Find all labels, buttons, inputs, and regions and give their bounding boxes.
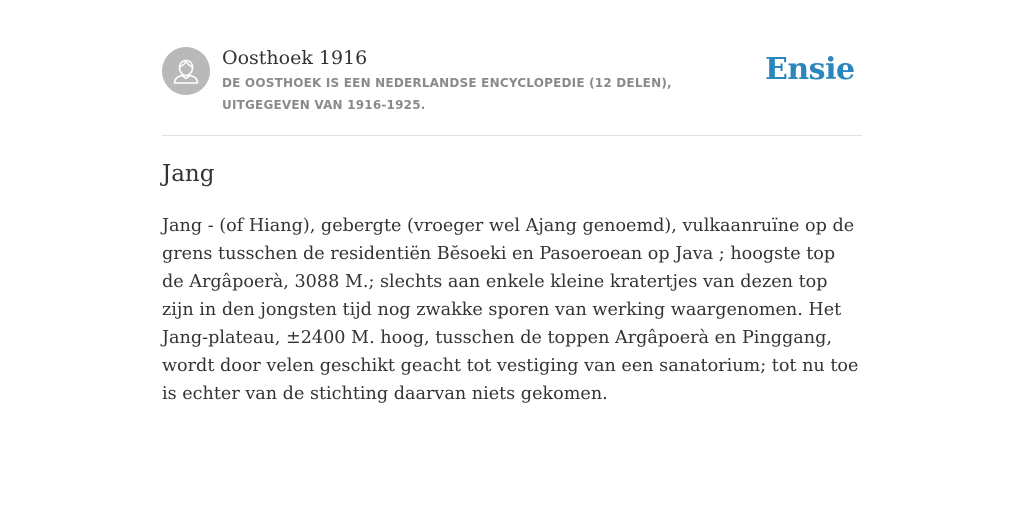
source-description: DE OOSTHOEK IS EEN NEDERLANDSE ENCYCLOPEDIE (12 DELEN), UITGEGEVEN VAN 1916-1925. <box>222 76 672 112</box>
ensie-logo-link[interactable]: Ensie <box>765 52 855 87</box>
entry-body: Jang - (of Hiang), gebergte (vroeger wel Ajang genoemd), vulkaanruïne op de grens tusschen de residentiën Bĕsoeki en Pasoeroean op Java ; hoogste top de Argâpoerà, 3088 M.; slechts aan enkele kleine kratertjes van dezen top zijn in den jongsten tijd nog zwakke sporen van werking waargenomen. Het Jang-plateau, ±2400 M. hoog, tusschen de toppen Argâpoerà en Pinggang, wordt door velen geschikt geacht tot vestiging van een sanatorium; tot nu toe is echter van de stichting daarvan niets gekomen. <box>162 216 859 404</box>
source-avatar[interactable] <box>162 47 210 95</box>
source-title[interactable]: Oosthoek 1916 <box>222 47 368 69</box>
entry-title: Jang <box>162 161 215 187</box>
user-silhouette-icon <box>162 47 210 95</box>
header-divider <box>162 135 862 136</box>
source-header <box>162 46 862 118</box>
